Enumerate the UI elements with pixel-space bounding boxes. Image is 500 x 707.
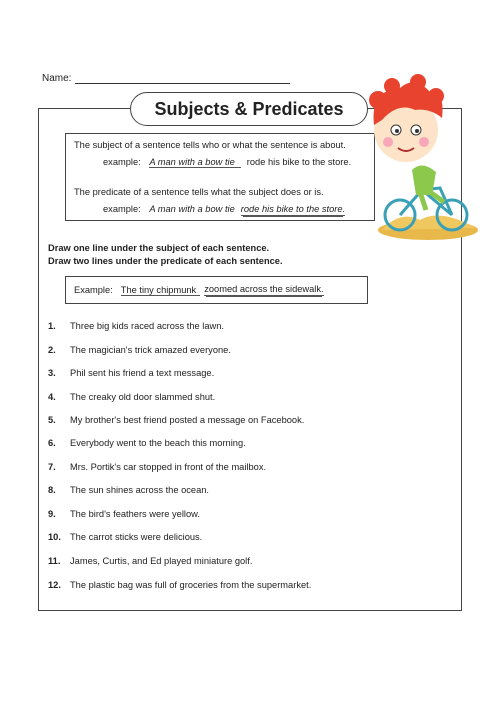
list-item[interactable]: 8. The sun shines across the ocean.: [48, 485, 210, 495]
example-label: Example:: [74, 285, 113, 295]
list-item[interactable]: 5. My brother's best friend posted a message on Facebook.: [48, 415, 305, 425]
name-blank[interactable]: [75, 73, 290, 84]
example-subject: The tiny chipmunk: [121, 285, 200, 296]
predicate-example-subject: A man with a bow tie: [149, 204, 235, 214]
instruction-subject: Draw one line under the subject of each sentence.: [48, 243, 270, 253]
instruction-predicate: Draw two lines under the predicate of each sentence.: [48, 256, 283, 266]
subject-example: [103, 157, 351, 167]
predicate-example: [103, 204, 345, 214]
list-item[interactable]: 3. Phil sent his friend a text message.: [48, 368, 215, 378]
list-item[interactable]: 2. The magician's trick amazed everyone.: [48, 345, 231, 355]
list-item[interactable]: 6. Everybody went to the beach this morning.: [48, 438, 246, 448]
name-field[interactable]: [42, 73, 290, 84]
boy-on-bicycle-illustration: [360, 70, 480, 245]
definitions-box: [65, 133, 375, 221]
example-box: [65, 276, 368, 304]
list-item[interactable]: 4. The creaky old door slammed shut.: [48, 392, 216, 402]
list-item[interactable]: 12. The plastic bag was full of groceries from the supermarket.: [48, 580, 312, 590]
predicate-definition: The predicate of a sentence tells what the subject does or is.: [74, 187, 324, 197]
list-item[interactable]: 7. Mrs. Portik's car stopped in front of the mailbox.: [48, 462, 267, 472]
worksheet-title: Subjects & Predicates: [130, 92, 368, 126]
name-label: Name:: [42, 73, 72, 84]
predicate-example-predicate: rode his bike to the store.: [240, 204, 346, 214]
subject-example-label: example:: [103, 157, 141, 167]
subject-example-rest: rode his bike to the store.: [246, 157, 352, 167]
example-predicate: zoomed across the sidewalk.: [204, 284, 324, 294]
predicate-example-label: example:: [103, 204, 141, 214]
list-item[interactable]: 1. Three big kids raced across the lawn.: [48, 321, 224, 331]
list-item[interactable]: 11. James, Curtis, and Ed played miniature golf.: [48, 556, 253, 566]
list-item[interactable]: 10. The carrot sticks were delicious.: [48, 532, 203, 542]
list-item[interactable]: 9. The bird's feathers were yellow.: [48, 509, 200, 519]
subject-example-subject: A man with a bow tie: [149, 157, 240, 168]
subject-definition: The subject of a sentence tells who or what the sentence is about.: [74, 140, 346, 150]
